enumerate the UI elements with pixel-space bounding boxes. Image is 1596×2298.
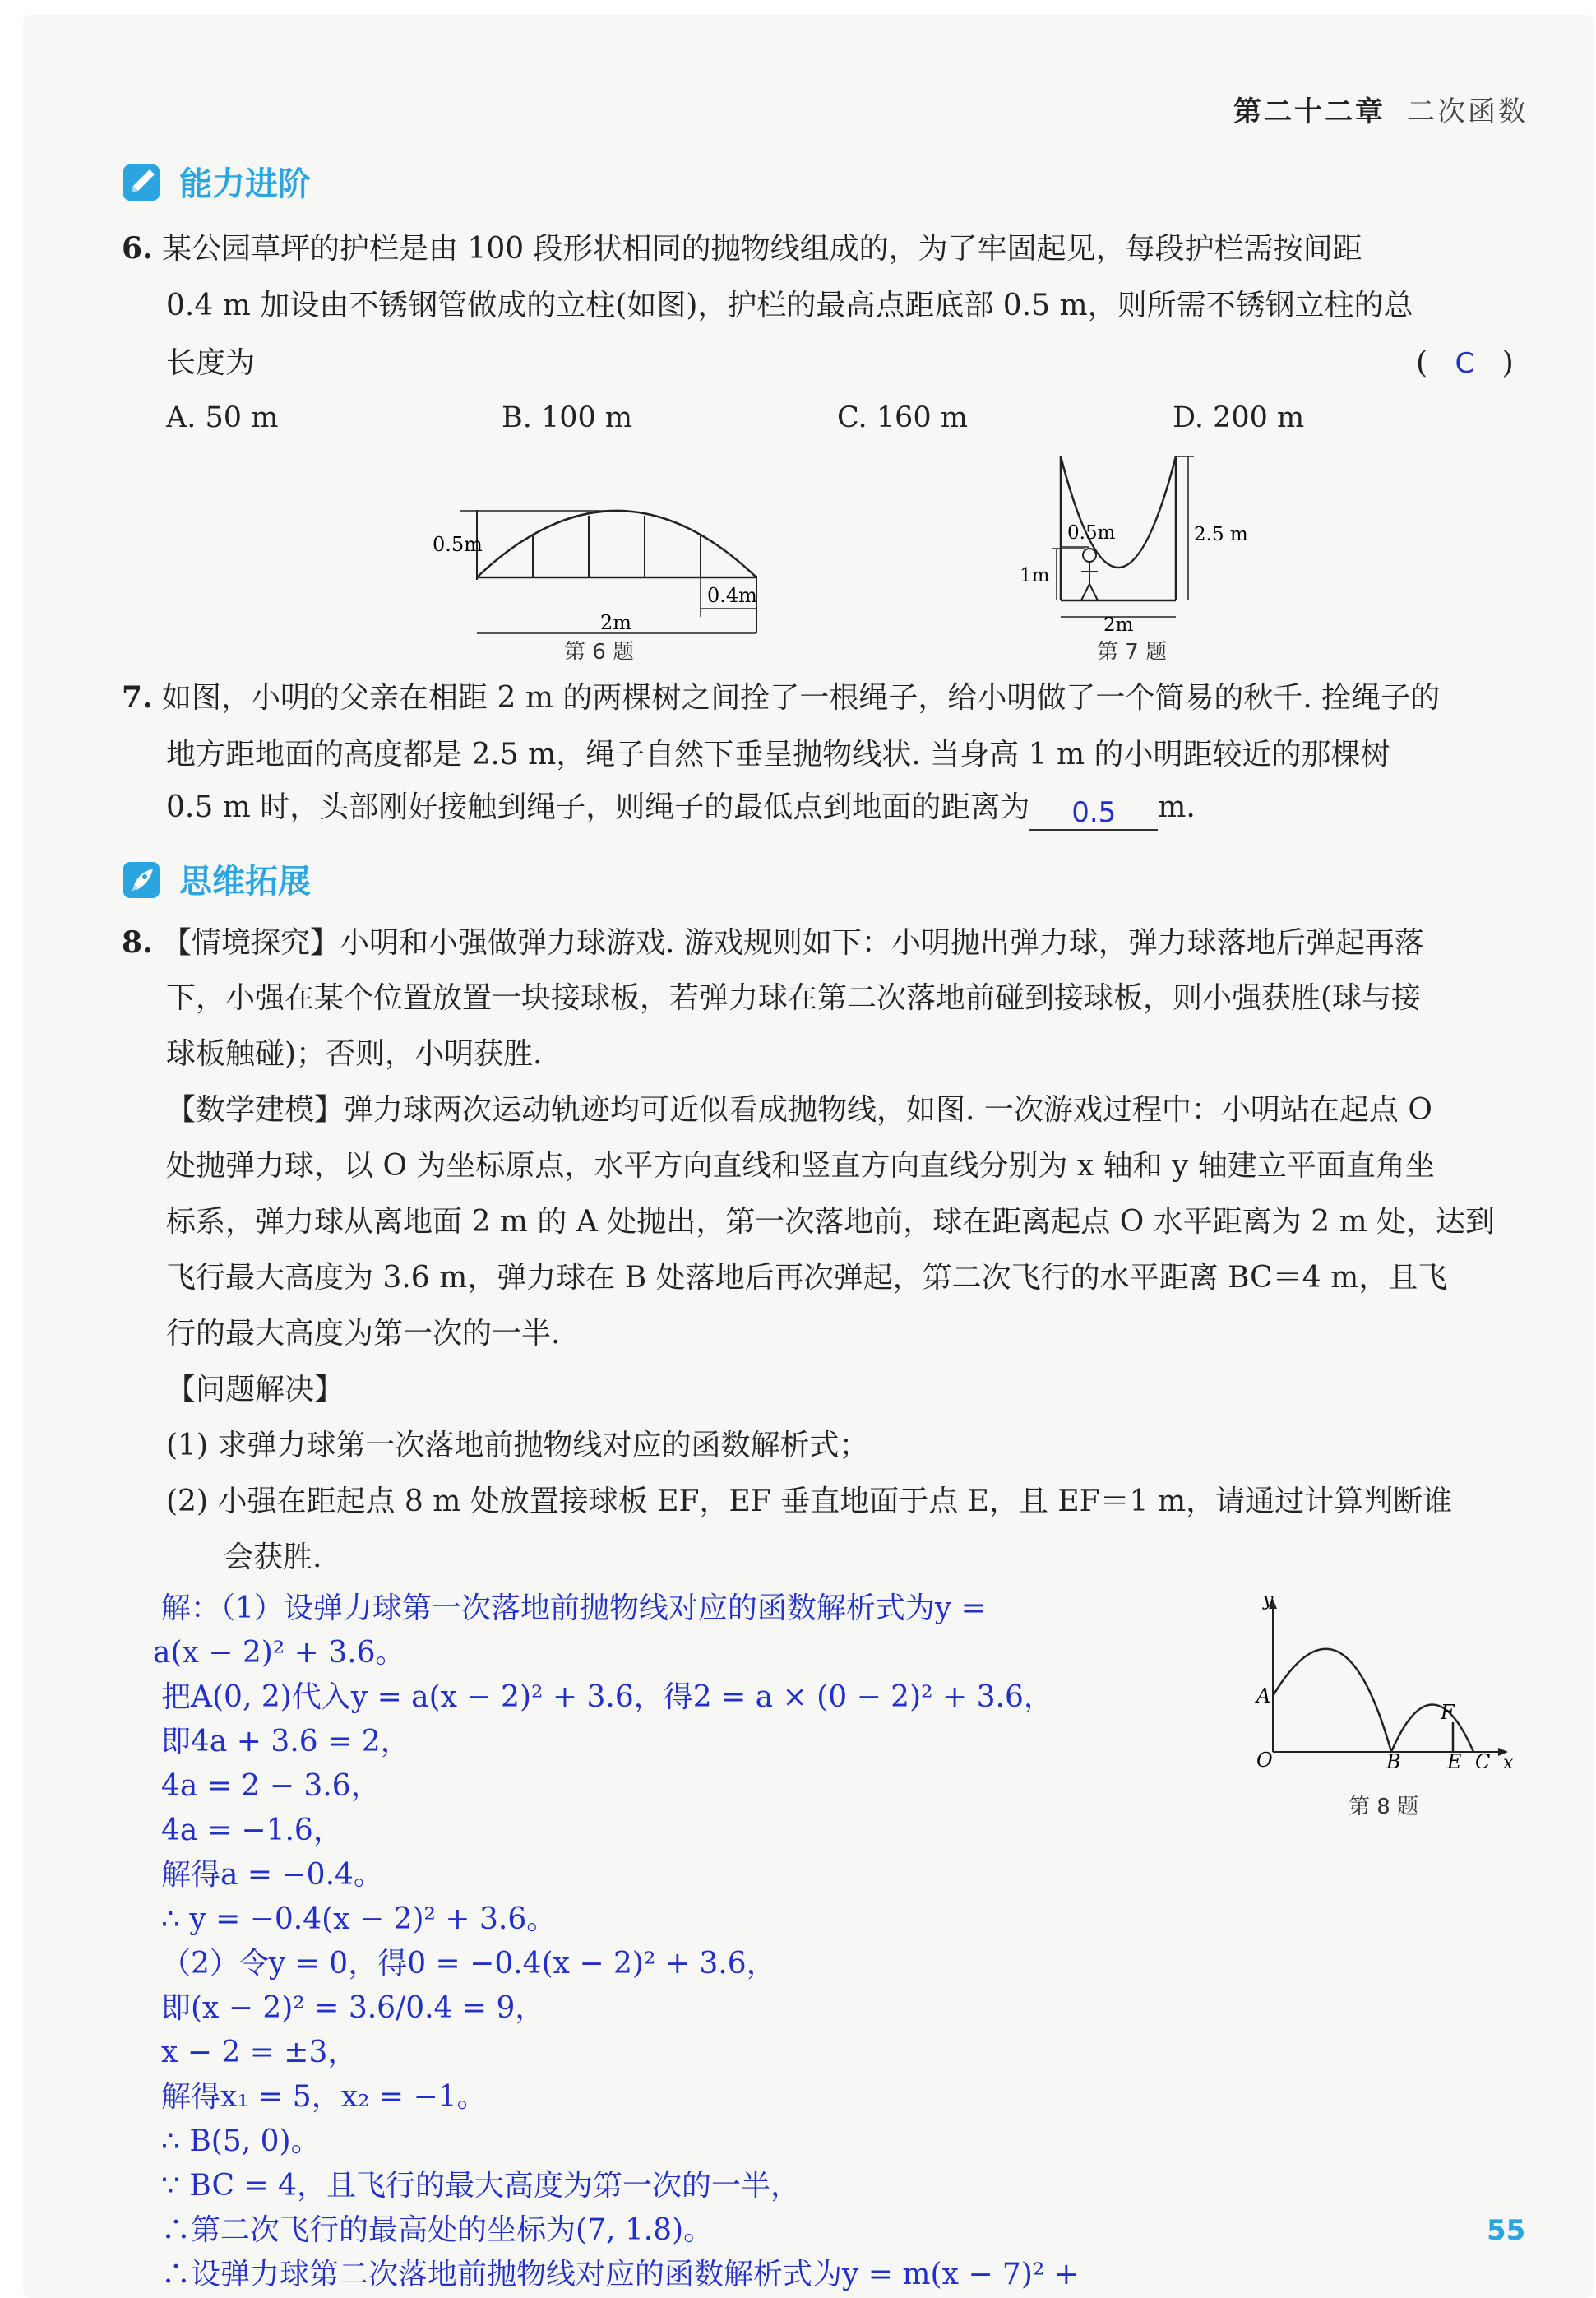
- q7-fig-rope: [1061, 456, 1176, 568]
- q8-text-8: 【问题解决】: [166, 1373, 345, 1406]
- q6-text-2: 0.4 m 加设由不锈钢管做成的立柱(如图)，护栏的最高点距底部 0.5 m，则所需不锈钢立柱的总: [166, 289, 1413, 322]
- q8-text-7: 行的最大高度为第一次的一半.: [166, 1317, 561, 1351]
- solution-line-3: 即4a + 3.6 = 2，: [161, 1725, 410, 1758]
- q6-fig-height-label: 0.5m: [433, 533, 483, 556]
- solution-line-9: 即(x − 2)² = 3.6/0.4 = 9，: [161, 1991, 545, 2025]
- q7-text-3: 0.5 m 时，头部刚好接触到绳子，则绳子的最低点到地面的距离为: [166, 790, 1030, 824]
- figure-q7: [1011, 448, 1283, 633]
- solution-line-12: ∴ B(5, 0)。: [161, 2124, 321, 2158]
- section-advance: [122, 158, 311, 205]
- chapter-title: 二次函数: [1407, 95, 1529, 128]
- q8-fig-curve-1: [1273, 1649, 1391, 1752]
- q8-fig-y-label: y: [1263, 1596, 1274, 1610]
- q6-paren-open: (: [1416, 346, 1428, 380]
- q7-text-2: 地方距地面的高度都是 2.5 m，绳子自然下垂呈抛物线状. 当身高 1 m 的小明距较近的那棵树: [166, 738, 1390, 771]
- q7-fig-head: [1083, 549, 1096, 562]
- q6-fig-span-label: 2m: [600, 611, 632, 634]
- q7-line1: [122, 678, 1440, 718]
- solution-line-0: 解：（1）设弹力球第一次落地前抛物线对应的函数解析式为y =: [161, 1591, 986, 1625]
- q6-choice-b: B. 100 m: [502, 401, 633, 434]
- q7-fig-leg-left: [1081, 584, 1089, 600]
- solution-line-2: 把A(0, 2)代入y = a(x − 2)² + 3.6，得2 = a × (0 − 2)² + 3.6，: [161, 1680, 1053, 1714]
- q7-line3: [166, 788, 1196, 831]
- section-extend-title: 思维拓展: [179, 863, 311, 901]
- q8-text-9: (1) 求弹力球第一次落地前抛物线对应的函数解析式；: [166, 1429, 869, 1462]
- q6-answer-paren: [1416, 344, 1514, 383]
- q6-choice-d: D. 200 m: [1173, 401, 1305, 434]
- solution-line-7: ∴ y = −0.4(x − 2)² + 3.6。: [161, 1902, 557, 1936]
- q6-line1: [122, 229, 1362, 269]
- q8-number: 8.: [122, 925, 153, 960]
- q8-text-1: 下，小强在某个位置放置一块接球板，若弹力球在第二次落地前碰到接球板，则小强获胜(球与接: [166, 981, 1422, 1015]
- q8-line-0: [122, 923, 1424, 963]
- chapter-header: [1233, 89, 1529, 129]
- q8-text-2: 球板触碰)；否则，小明获胜.: [166, 1037, 543, 1071]
- pencil-icon: [122, 161, 166, 202]
- solution-line-15: ∴设弹力球第二次落地前抛物线对应的函数解析式为y = m(x − 7)² +: [161, 2258, 1079, 2291]
- q8-text-10: (2) 小强在距起点 8 m 处放置接球板 EF，EF 垂直地面于点 E，且 EF＝1 m，请通过计算判断谁: [166, 1485, 1453, 1518]
- q8-fig-curve-2: [1391, 1705, 1473, 1753]
- q6-fig-gap-label: 0.4m: [707, 584, 757, 607]
- page-number: 55: [1487, 2214, 1526, 2247]
- chapter-number: 第二十二章: [1233, 95, 1386, 128]
- q8-fig-b-label: B: [1386, 1750, 1401, 1768]
- q7-fig-leg-right: [1089, 584, 1098, 600]
- q6-text-1: 某公园草坪的护栏是由 100 段形状相同的抛物线组成的，为了牢固起见，每段护栏需按间距: [162, 232, 1362, 266]
- solution-line-8: （2）令y = 0，得0 = −0.4(x − 2)² + 3.6，: [161, 1947, 776, 1981]
- q8-fig-x-label: x: [1503, 1753, 1514, 1768]
- q8-fig-e-label: E: [1447, 1750, 1462, 1768]
- solution-line-4: 4a = 2 − 3.6，: [161, 1769, 381, 1803]
- solution-line-10: x − 2 = ±3，: [161, 2036, 358, 2069]
- q6-choice-a: A. 50 m: [166, 401, 279, 434]
- q6-text-3: 长度为: [166, 346, 256, 380]
- q7-fig-height-label: 2.5 m: [1194, 524, 1248, 545]
- q6-number: 6.: [122, 231, 153, 266]
- section-extend: [122, 855, 311, 902]
- q8-text-0: 【情境探究】小明和小强做弹力球游戏. 游戏规则如下：小明抛出弹力球，弹力球落地后弹起再落: [162, 926, 1424, 960]
- q7-fig-dist-label: 0.5m: [1067, 522, 1116, 544]
- q7-number: 7.: [122, 680, 153, 715]
- solution-line-1: a(x − 2)² + 3.6。: [153, 1636, 405, 1670]
- q7-fig-caption: 第 7 题: [1097, 640, 1168, 665]
- figure-q8: [1240, 1596, 1520, 1768]
- q6-fig-caption: 第 6 题: [564, 640, 635, 665]
- q6-fig-arch: [477, 511, 756, 577]
- q8-fig-c-label: C: [1475, 1750, 1491, 1768]
- q7-text-1: 如图，小明的父亲在相距 2 m 的两棵树之间拴了一根绳子，给小明做了一个简易的秋千. 拴绳子的: [162, 681, 1441, 715]
- q8-fig-f-label: F: [1441, 1701, 1455, 1724]
- q6-answer: C: [1455, 347, 1475, 380]
- rocket-icon: [122, 859, 166, 900]
- solution-line-13: ∵ BC = 4，且飞行的最大高度为第一次的一半，: [161, 2169, 800, 2203]
- solution-line-5: 4a = −1.6，: [161, 1814, 343, 1847]
- q8-text-6: 飞行最大高度为 3.6 m，弹力球在 B 处落地后再次弹起，第二次飞行的水平距离 BC＝4 m，且飞: [166, 1261, 1448, 1295]
- q8-text-3: 【数学建模】弹力球两次运动轨迹均可近似看成抛物线，如图. 一次游戏过程中：小明站在起点 O: [166, 1093, 1432, 1127]
- q8-text-4: 处抛弹力球，以 O 为坐标原点，水平方向直线和竖直方向直线分别为 x 轴和 y 轴建立平面直角坐: [166, 1149, 1435, 1183]
- q7-fig-person-label: 1m: [1020, 565, 1050, 586]
- q8-text-5: 标系，弹力球从离地面 2 m 的 A 处抛出，第一次落地前，球在距离起点 O 水平距离为 2 m 处，达到: [166, 1205, 1496, 1239]
- solution-line-14: ∴第二次飞行的最高处的坐标为(7, 1.8)。: [161, 2213, 714, 2247]
- q7-unit: m.: [1158, 790, 1196, 824]
- q6-choice-c: C. 160 m: [837, 401, 968, 434]
- section-advance-title: 能力进阶: [179, 165, 311, 203]
- solution-line-6: 解得a = −0.4。: [161, 1858, 383, 1892]
- q8-fig-o-label: O: [1256, 1749, 1273, 1768]
- q8-text-11: 会获胜.: [224, 1540, 322, 1574]
- q6-paren-close: ): [1501, 346, 1514, 380]
- q8-fig-a-label: A: [1256, 1684, 1271, 1707]
- solution-line-11: 解得x₁ = 5，x₂ = −1。: [161, 2080, 487, 2114]
- q7-answer-blank: [1029, 793, 1158, 831]
- q8-fig-caption: 第 8 题: [1349, 1795, 1419, 1819]
- q7-fig-span-label: 2m: [1103, 614, 1134, 633]
- q7-answer: 0.5: [1071, 796, 1117, 829]
